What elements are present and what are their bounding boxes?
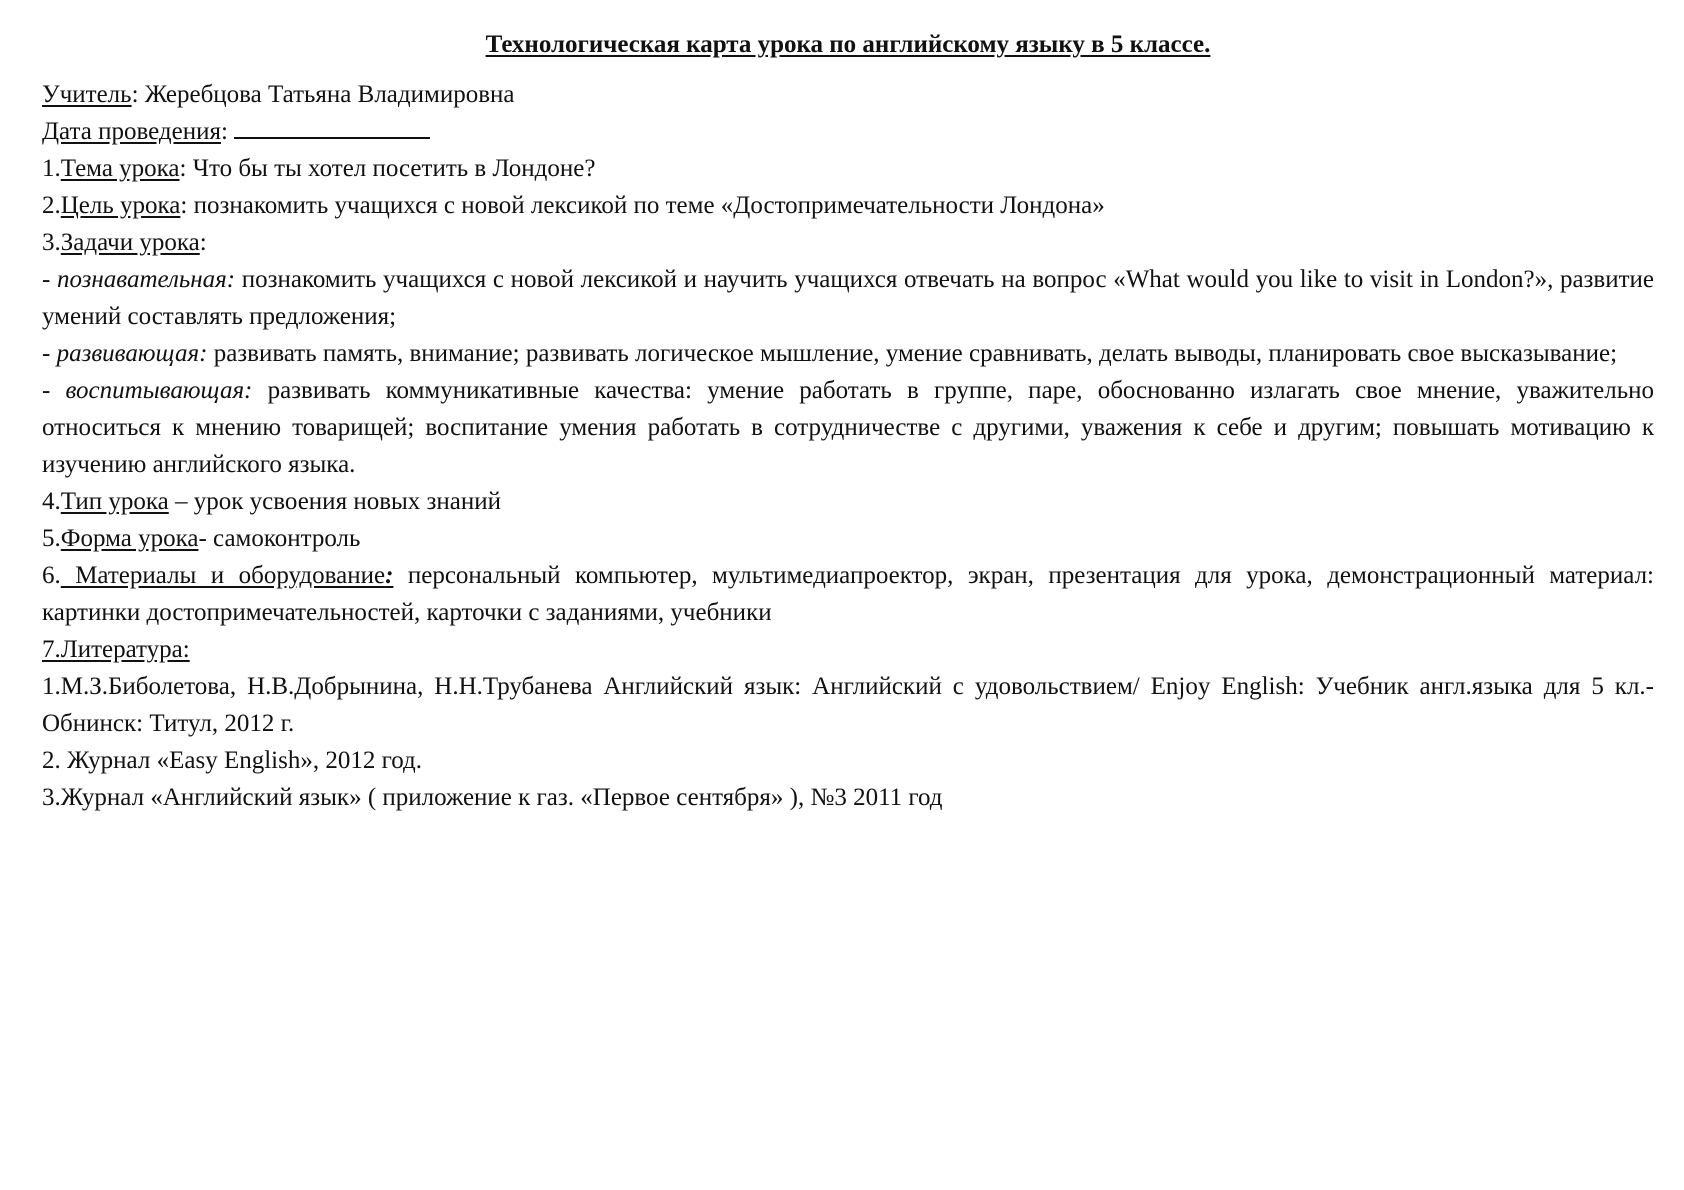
task-educational-text: развивать коммуникативные качества: умение работать в группе, паре, обоснованно излагать свое мнение, уважительно относиться к мнению товарищей; воспитание умения работать в сотрудничестве с другими, уважения к себе и другим; повышать мотивацию к изучению английского языка. bbox=[42, 377, 1654, 478]
type-num: 4. bbox=[42, 488, 61, 515]
task-cognitive-label: познавательная: bbox=[56, 266, 236, 293]
task-developing bbox=[42, 335, 1654, 372]
tasks-label: Задачи урока bbox=[60, 229, 200, 256]
tasks-separator: : bbox=[199, 229, 207, 256]
tasks-line bbox=[42, 224, 1654, 261]
type-line bbox=[42, 483, 1654, 520]
materials-num: 6. bbox=[42, 562, 61, 589]
literature-item: 1.М.З.Биболетова, Н.В.Добрынина, Н.Н.Трубанева Английский язык: Английский с удовольствием/ Enjoy English: Учебник англ.языка для 5 кл.-Обнинск: Титул, 2012 г. bbox=[42, 673, 1654, 737]
literature-item: 2. Журнал «Easy English», 2012 год. bbox=[42, 747, 422, 774]
materials-line bbox=[42, 557, 1654, 631]
task-developing-text: развивать память, внимание; развивать логическое мышление, умение сравнивать, делать выводы, планировать свое высказывание; bbox=[207, 340, 1618, 367]
topic-num: 1. bbox=[42, 155, 61, 182]
literature-heading bbox=[42, 631, 1654, 668]
date-blank bbox=[234, 115, 430, 139]
materials-value: персональный компьютер, мультимедиапроектор, экран, презентация для урока, демонстрационный материал: картинки достопримечательностей, карточки с заданиями, учебники bbox=[42, 562, 1654, 626]
document-title: Технологическая карта урока по английскому языку в 5 классе. bbox=[485, 31, 1211, 58]
teacher-label: Учитель bbox=[42, 81, 132, 108]
date-separator: : bbox=[220, 118, 235, 145]
goal-line bbox=[42, 187, 1654, 224]
form-label: Форма урока bbox=[60, 525, 199, 552]
task-educational-label: воспитывающая: bbox=[65, 377, 253, 404]
materials-colon: : bbox=[385, 562, 394, 589]
task-developing-dash: - bbox=[42, 340, 57, 367]
goal-label: Цель урока bbox=[60, 192, 181, 219]
task-educational bbox=[42, 372, 1654, 483]
teacher-line bbox=[42, 76, 1654, 113]
topic-label: Тема урока bbox=[60, 155, 180, 182]
goal-num: 2. bbox=[42, 192, 61, 219]
task-cognitive-text: познакомить учащихся с новой лексикой и научить учащихся отвечать на вопрос «What would you like to visit in London?», развитие умений составлять предложения; bbox=[42, 266, 1655, 330]
date-label: Дата проведения bbox=[42, 118, 221, 145]
type-label: Тип урока bbox=[60, 488, 169, 515]
form-num: 5. bbox=[42, 525, 61, 552]
teacher-value: : Жеребцова Татьяна Владимировна bbox=[131, 81, 515, 108]
task-developing-label: развивающая: bbox=[56, 340, 208, 367]
topic-line bbox=[42, 150, 1654, 187]
literature-item: 3.Журнал «Английский язык» ( приложение к газ. «Первое сентября» ), №3 2011 год bbox=[42, 784, 943, 811]
form-line bbox=[42, 520, 1654, 557]
goal-value: : познакомить учащихся с новой лексикой по теме «Достопримечательности Лондона» bbox=[180, 192, 1105, 219]
materials-label: Материалы и оборудование bbox=[60, 562, 386, 589]
task-cognitive-dash: - bbox=[42, 266, 57, 293]
task-educational-dash: - bbox=[42, 377, 66, 404]
tasks-num: 3. bbox=[42, 229, 61, 256]
task-cognitive bbox=[42, 261, 1654, 335]
type-value: – урок усвоения новых знаний bbox=[168, 488, 502, 515]
date-line bbox=[42, 113, 1654, 150]
literature-label: 7.Литература: bbox=[42, 636, 190, 663]
topic-value: : Что бы ты хотел посетить в Лондоне? bbox=[179, 155, 596, 182]
form-value: - самоконтроль bbox=[198, 525, 361, 552]
document-page bbox=[42, 28, 1654, 816]
